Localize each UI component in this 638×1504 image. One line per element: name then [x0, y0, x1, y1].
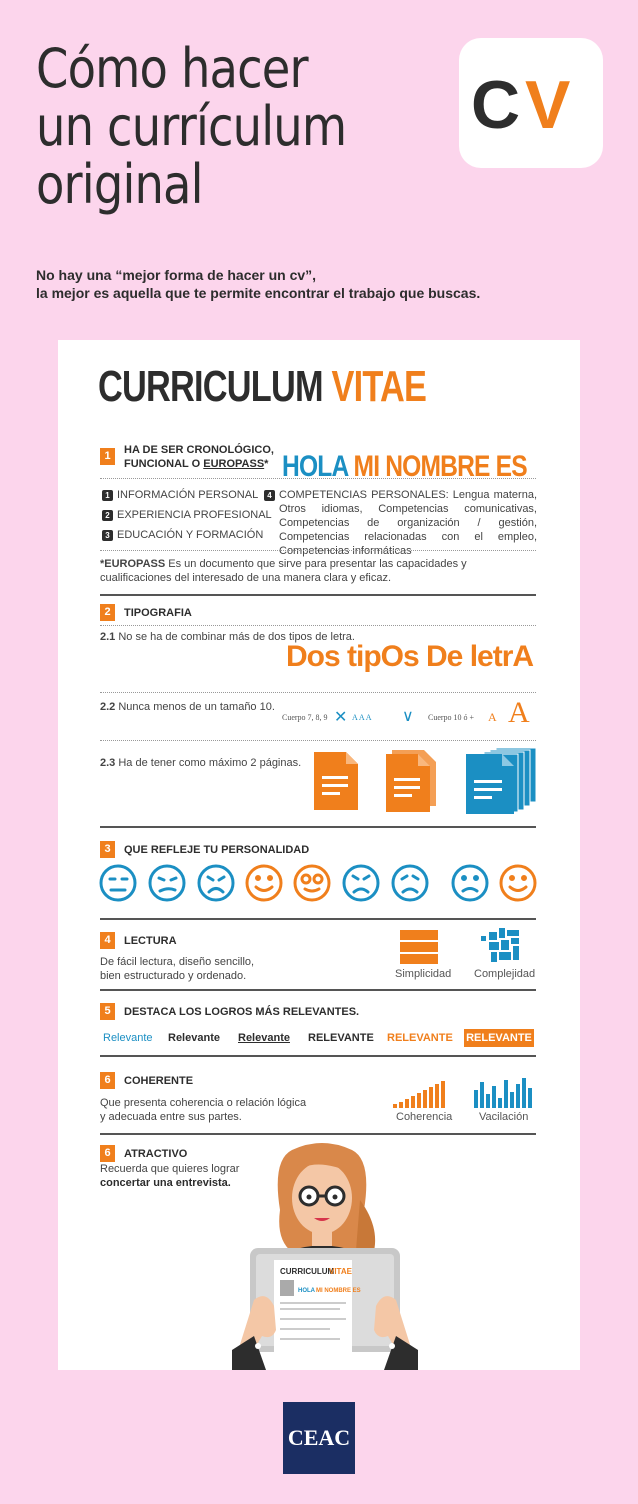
rule-2-2-text: Nunca menos de un tamaño 10.: [115, 701, 275, 713]
relevante-1: Relevante: [103, 1032, 153, 1044]
cv-heading-dark: CURRICULUM: [98, 362, 323, 411]
letter-a-small: A: [488, 710, 497, 724]
bar: [474, 1090, 478, 1108]
section-separator: [100, 989, 536, 991]
item-educacion-formacion: EDUCACIÓN Y FORMACIÓN: [117, 529, 264, 541]
section-6b-number: 6: [100, 1145, 115, 1162]
divider: [100, 692, 536, 693]
section-6b-title: ATRACTIVO: [124, 1148, 188, 1160]
title-line-3: original: [36, 153, 203, 216]
emoji-row: [98, 862, 538, 904]
worried-face-icon: [393, 866, 427, 900]
bar: [528, 1088, 532, 1108]
section-1-title: [124, 443, 274, 471]
frown-face-icon: [453, 866, 487, 900]
small-size-sample: Cuerpo 7, 8, 9: [282, 713, 328, 722]
coherence-bars: [393, 1080, 451, 1108]
unamused-face-icon: [150, 866, 184, 900]
mini-cv-heading: CURRICULUM: [280, 1267, 335, 1276]
mini-hola: HOLA: [298, 1288, 315, 1294]
cv-logo: [459, 38, 603, 168]
relevante-4: RELEVANTE: [308, 1032, 374, 1044]
section-4-text-line-2: bien estructurado y ordenado.: [100, 970, 247, 982]
section-1-number: 1: [100, 448, 115, 465]
section-6a-text: [100, 1096, 306, 1124]
section-separator: [100, 826, 536, 828]
bar: [405, 1099, 409, 1108]
section-6a-number: 6: [100, 1072, 115, 1089]
simple-layout-icon: [400, 930, 438, 964]
section-6a-text-line-1: Que presenta coherencia o relación lógica: [100, 1097, 307, 1109]
section-separator: [100, 594, 536, 596]
vacillation-bars: [474, 1078, 534, 1108]
subtitle-line-2: la mejor es aquella que te permite encontrar el trabajo que buscas.: [36, 285, 481, 301]
rule-2-2: [100, 700, 275, 714]
smile-face-icon: [247, 866, 281, 900]
section-2-number: 2: [100, 604, 115, 621]
ceac-logo: CEAC: [283, 1402, 355, 1474]
many-pages-icon: [466, 748, 540, 814]
bar: [492, 1086, 496, 1108]
section-5-title: DESTACA LOS LOGROS MÁS RELEVANTES.: [124, 1006, 360, 1018]
europass-note-bold: *EUROPASS: [100, 558, 166, 570]
letter-a-big: A: [508, 696, 530, 729]
title-line-2: un currículum: [36, 95, 347, 158]
europass-note: [100, 557, 530, 585]
relevante-3: Relevante: [238, 1032, 290, 1044]
bar: [411, 1096, 415, 1108]
bar: [417, 1093, 421, 1108]
complex-layout-icon: [481, 928, 521, 964]
section-2-title: TIPOGRAFIA: [124, 607, 192, 619]
section-3-number: 3: [100, 841, 115, 858]
section-6b-text: [100, 1162, 239, 1190]
check-icon: ∨: [402, 708, 414, 725]
small-letters-sample: A A A: [352, 713, 372, 722]
rule-2-1-text: No se ha de combinar más de dos tipos de letra.: [115, 631, 355, 643]
rule-2-3-text: Ha de tener como máximo 2 páginas.: [115, 757, 302, 769]
rule-2-3: [100, 756, 301, 770]
happy-face-icon: [501, 866, 535, 900]
bar: [441, 1081, 445, 1108]
section-separator: [100, 1055, 536, 1057]
section-6b-text-line-2: concertar una entrevista.: [100, 1177, 231, 1189]
hola-orange: MI NOMBRE ES: [353, 450, 527, 483]
item-number: 1: [102, 490, 113, 501]
bar: [498, 1098, 502, 1108]
subtitle-line-1: No hay una “mejor forma de hacer un cv”,: [36, 267, 317, 283]
section-4-title: LECTURA: [124, 935, 177, 947]
item-informacion-personal: INFORMACIÓN PERSONAL: [117, 489, 259, 501]
woman-illustration: [232, 1140, 418, 1370]
complejidad-label: Complejidad: [474, 968, 536, 980]
bar: [486, 1094, 490, 1108]
section-1-title-line-2: [124, 457, 274, 471]
logo-letter-v: V: [525, 67, 571, 143]
rule-2-2-num: 2.2: [100, 701, 116, 713]
hola-blue: HOLA: [282, 450, 348, 483]
item-competencias: COMPETENCIAS PERSONALES: Lengua materna, Otros idiomas, Competencias comunicativas, Competencias de organización / gestión, Competencias relacionadas con el empleo, Competencias informáticas: [279, 489, 537, 557]
bar: [522, 1078, 526, 1108]
bar: [393, 1104, 397, 1108]
two-pages-icon: [386, 750, 438, 812]
logo-letter-c: C: [471, 67, 521, 143]
item-number: 3: [102, 530, 113, 541]
neutral-face-icon: [101, 866, 135, 900]
cross-icon: ✕: [334, 709, 348, 726]
divider: [100, 550, 536, 551]
section-1-title-post: *: [264, 458, 269, 470]
relevante-6: RELEVANTE: [464, 1029, 534, 1047]
cv-heading-orange: VITAE: [331, 362, 427, 411]
section-1-title-pre: FUNCIONAL O: [124, 458, 204, 470]
item-number: 2: [102, 510, 113, 521]
section-6b-text-line-1: Recuerda que quieres lograr: [100, 1163, 240, 1175]
section-4-text: [100, 955, 254, 983]
bar: [480, 1082, 484, 1108]
bar: [435, 1084, 439, 1108]
bar: [429, 1087, 433, 1108]
bar: [423, 1090, 427, 1108]
section-5-number: 5: [100, 1003, 115, 1020]
bar: [510, 1092, 514, 1108]
divider: [100, 740, 536, 741]
item-experiencia-profesional: EXPERIENCIA PROFESIONAL: [117, 509, 272, 521]
europass-link[interactable]: EUROPASS: [203, 458, 265, 470]
bar: [504, 1080, 508, 1108]
coherencia-label: Coherencia: [396, 1111, 453, 1123]
rule-2-1-num: 2.1: [100, 631, 116, 643]
section-3-title: QUE REFLEJE TU PERSONALIDAD: [124, 844, 310, 856]
sad-face-icon: [199, 866, 233, 900]
simplicidad-label: Simplicidad: [395, 968, 452, 980]
page-title: [36, 37, 347, 216]
section-4-number: 4: [100, 932, 115, 949]
mini-nombre: MI NOMBRE ES: [316, 1288, 361, 1294]
item-number: 4: [264, 490, 275, 501]
glasses-face-icon: [295, 866, 329, 900]
section-6a-text-line-2: y adecuada entre sus partes.: [100, 1111, 242, 1123]
divider: [100, 625, 536, 626]
cv-heading: [98, 362, 426, 412]
angry-face-icon: [344, 866, 378, 900]
relevante-5: RELEVANTE: [387, 1032, 453, 1044]
divider: [100, 478, 536, 479]
vacilacion-label: Vacilación: [479, 1111, 529, 1123]
big-size-sample: Cuerpo 10 ó +: [428, 713, 475, 722]
section-4-text-line-1: De fácil lectura, diseño sencillo,: [100, 956, 255, 968]
subtitle: [36, 266, 480, 302]
one-page-icon: [314, 752, 358, 810]
mini-cv-heading-orange: VITAE: [329, 1267, 352, 1276]
section-separator: [100, 918, 536, 920]
bar: [516, 1084, 520, 1108]
rule-2-3-num: 2.3: [100, 757, 116, 769]
bar: [399, 1102, 403, 1108]
section-6a-title: COHERENTE: [124, 1075, 194, 1087]
mixed-fonts-sample-text: Dos tipOs De letrA: [286, 640, 534, 673]
section-separator: [100, 1133, 536, 1135]
title-line-1: Cómo hacer: [36, 37, 308, 100]
europass-note-text: Es un documento que sirve para presentar las capacidades y cualificaciones del interesado de una manera clara y eficaz.: [100, 558, 467, 584]
mixed-fonts-sample: [286, 640, 533, 674]
section-1-title-line-1: HA DE SER CRONOLÓGICO,: [124, 444, 274, 456]
relevante-2: Relevante: [168, 1032, 220, 1044]
